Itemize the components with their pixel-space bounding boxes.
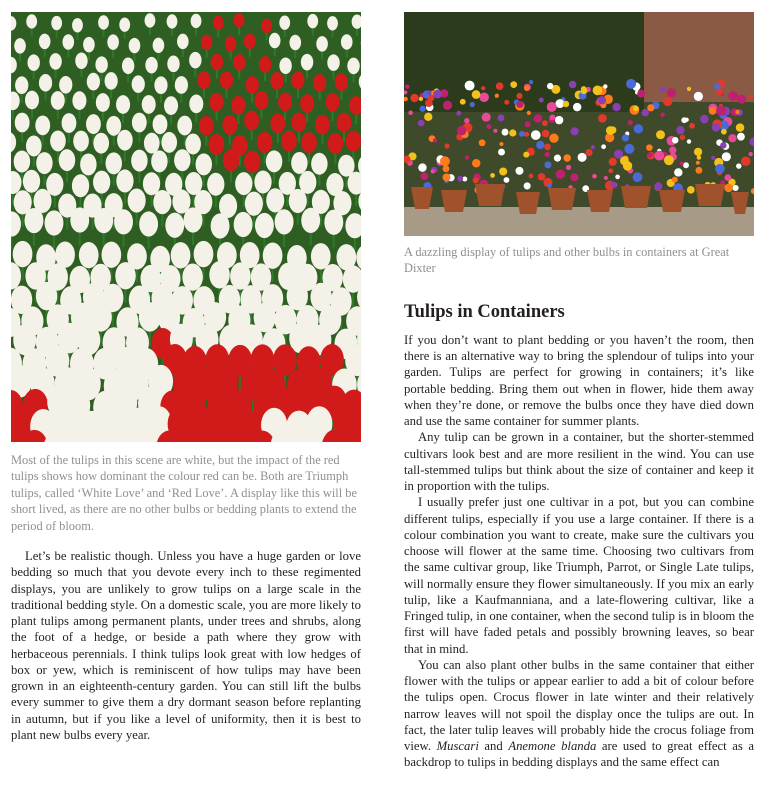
flower bbox=[672, 137, 679, 144]
flower bbox=[495, 94, 499, 98]
flower bbox=[418, 163, 426, 171]
flower bbox=[689, 123, 695, 129]
flower bbox=[672, 177, 678, 183]
flower bbox=[728, 134, 736, 142]
flower bbox=[749, 152, 753, 156]
tulip-field-photo bbox=[11, 12, 361, 442]
flower bbox=[482, 113, 491, 122]
flower bbox=[479, 139, 486, 146]
left-body-text bbox=[11, 548, 361, 743]
flower bbox=[654, 182, 662, 190]
flower bbox=[538, 173, 546, 181]
flower bbox=[440, 156, 450, 166]
paragraph-4-start: You can also plant other bulbs in the same container that either flower with the tulips or appear earlier to add a bit of colour before the tulips open. Crocus flower in late winter and their relatively narrow leaves will not spoil the display once the tulips are out. In fact, the later tulip leaves will probably hide the crocus foliage from view. bbox=[404, 657, 754, 754]
flower bbox=[405, 84, 410, 89]
flower bbox=[443, 165, 450, 172]
flower bbox=[525, 121, 531, 127]
flower bbox=[676, 126, 684, 134]
flower bbox=[634, 124, 643, 133]
flower bbox=[569, 81, 576, 88]
flower bbox=[598, 96, 606, 104]
flower bbox=[516, 101, 523, 108]
flower bbox=[633, 106, 639, 112]
flower bbox=[608, 168, 613, 173]
flower bbox=[547, 83, 553, 89]
flower bbox=[443, 173, 451, 181]
flower bbox=[509, 129, 516, 136]
flower bbox=[684, 118, 688, 122]
flower bbox=[654, 151, 664, 161]
flower bbox=[433, 138, 437, 142]
flower bbox=[464, 118, 469, 123]
flower bbox=[633, 172, 643, 182]
flower bbox=[628, 120, 633, 125]
flower bbox=[721, 129, 727, 135]
flower bbox=[420, 172, 428, 180]
flower bbox=[711, 156, 715, 160]
flower bbox=[457, 176, 463, 182]
flower bbox=[593, 85, 603, 95]
containers-image bbox=[404, 12, 754, 236]
flower bbox=[457, 126, 467, 136]
flower bbox=[554, 155, 561, 162]
right-photo-caption: A dazzling display of tulips and other bulbs in containers at Great Dixter bbox=[404, 245, 730, 276]
tulip-field-image bbox=[11, 12, 361, 442]
flower bbox=[465, 81, 475, 91]
flower bbox=[722, 152, 731, 161]
flower bbox=[536, 141, 544, 149]
flower bbox=[724, 184, 732, 192]
flower bbox=[408, 111, 413, 116]
flower bbox=[573, 103, 581, 111]
flower bbox=[647, 152, 652, 157]
flower bbox=[443, 101, 452, 110]
flower bbox=[496, 82, 504, 90]
flower bbox=[624, 144, 634, 154]
flower bbox=[687, 87, 691, 91]
flower bbox=[695, 167, 702, 174]
flower bbox=[667, 88, 676, 97]
flower bbox=[680, 161, 684, 165]
flower bbox=[709, 107, 717, 115]
flower bbox=[510, 81, 517, 88]
flower bbox=[547, 183, 552, 188]
flower bbox=[683, 162, 689, 168]
flower bbox=[674, 168, 682, 176]
flower bbox=[656, 130, 665, 139]
paragraph-3: I usually prefer just one cultivar in a pot, but you can combine different tulips, especially if you use a large container. If there is a colour combination you want to create, make sure the cultivars you choose will flower at the same time. Choosing two cultivars from the same cultivar group, like Triumph, Parrot, or Single Late tulips, will normally ensure they flower simultaneously. If you mix an early tulip, like a Kaufmanniana, and a late-flowering cultivar, like a Fringed tulip, in one container, when the second tulip is in bloom the first will have faded petals and possibly browning leaves, so bear that in mind. bbox=[404, 495, 754, 656]
flower bbox=[720, 142, 726, 148]
flower bbox=[419, 97, 423, 101]
flower bbox=[473, 177, 479, 183]
flower bbox=[424, 113, 432, 121]
flower bbox=[504, 100, 509, 105]
flower bbox=[736, 163, 741, 168]
flower bbox=[523, 152, 529, 158]
flower bbox=[612, 103, 620, 111]
flower bbox=[428, 95, 435, 102]
flower bbox=[735, 110, 739, 114]
flower bbox=[728, 91, 738, 101]
flower bbox=[586, 149, 593, 156]
flower bbox=[663, 97, 672, 106]
flower bbox=[490, 173, 495, 178]
flower bbox=[563, 154, 571, 162]
flower bbox=[486, 124, 491, 129]
flower bbox=[660, 112, 665, 117]
flower bbox=[646, 144, 653, 151]
flower bbox=[444, 143, 449, 148]
containers-photo bbox=[404, 12, 754, 236]
brick-wall bbox=[634, 12, 754, 102]
flower bbox=[566, 165, 571, 170]
flower bbox=[737, 95, 746, 104]
right-column bbox=[404, 12, 754, 771]
terracotta-pot bbox=[621, 186, 651, 208]
flower bbox=[470, 102, 475, 107]
flower bbox=[433, 90, 442, 99]
flower bbox=[712, 123, 720, 131]
flower bbox=[687, 139, 691, 143]
flower bbox=[527, 111, 531, 115]
flower bbox=[637, 90, 645, 98]
flower bbox=[694, 148, 702, 156]
flower bbox=[732, 185, 738, 191]
flower bbox=[418, 120, 425, 127]
flower bbox=[641, 109, 648, 116]
left-photo-caption: Most of the tulips in this scene are white, but the impact of the red tulips shows how dominant the colour red can be. Both are Triumph tulips, called ‘White Love’ and ‘Red Love’. A display like this will be short lived, as there are no other bulbs or bedding plants to extend the period of bloom. bbox=[11, 453, 357, 533]
flower bbox=[542, 120, 548, 126]
flower bbox=[524, 182, 531, 189]
flower bbox=[431, 169, 435, 173]
flower bbox=[529, 174, 534, 179]
flower bbox=[601, 144, 606, 149]
flower bbox=[542, 130, 550, 138]
flower bbox=[716, 106, 726, 116]
terracotta-pot bbox=[695, 184, 725, 206]
flower bbox=[626, 79, 636, 89]
flower bbox=[571, 127, 579, 135]
flower bbox=[748, 94, 752, 98]
flower bbox=[524, 86, 529, 91]
flower bbox=[460, 99, 466, 105]
flower bbox=[581, 86, 587, 92]
flower bbox=[604, 176, 608, 180]
terracotta-pot bbox=[441, 190, 467, 212]
flower bbox=[531, 130, 541, 140]
flower bbox=[497, 114, 504, 121]
flower bbox=[570, 173, 578, 181]
flower bbox=[622, 134, 629, 141]
right-body-text bbox=[404, 332, 754, 771]
flower bbox=[539, 97, 544, 102]
flower bbox=[515, 167, 523, 175]
flower bbox=[410, 94, 418, 102]
flower bbox=[609, 158, 617, 166]
flower bbox=[502, 129, 509, 136]
flower bbox=[456, 111, 461, 116]
flower bbox=[427, 90, 431, 94]
flower bbox=[737, 133, 745, 141]
flower bbox=[420, 106, 426, 112]
muscari-term: Muscari bbox=[436, 739, 479, 754]
flower bbox=[534, 114, 543, 123]
left-paragraph: Let’s be realistic though. Unless you have a huge garden or love bedding so much that you devote every inch to these regimented displays, you are unlikely to grow tulips on a large scale in the traditional bedding style. On a domestic scale, you are more likely to plant tulips among permanent plants, under trees and shrubs, along the foot of a hedge, or beside a path where they grow with herbaceous perennials. I think tulips look great with low hedges of box or yew, which is reminiscent of how tulips may have been grown in an eighteenth-century garden. You can still lift the bulbs every summer to give them a dry dormant season before replanting in autumn, but if you like a level of uniformity, then it is best to plant new bulbs every year. bbox=[11, 549, 361, 742]
flower bbox=[615, 175, 620, 180]
flower bbox=[547, 102, 557, 112]
flower bbox=[680, 135, 685, 140]
flower bbox=[499, 167, 507, 175]
terracotta-pot bbox=[548, 188, 576, 210]
flower bbox=[647, 104, 654, 111]
flower bbox=[610, 182, 616, 188]
anemone-term: Anemone blanda bbox=[508, 739, 597, 754]
flower bbox=[736, 123, 744, 131]
flower bbox=[555, 116, 563, 124]
flower bbox=[544, 161, 551, 168]
terracotta-pot bbox=[587, 190, 613, 212]
flower bbox=[592, 174, 597, 179]
flower bbox=[669, 147, 676, 154]
flower bbox=[529, 80, 533, 84]
section-heading: Tulips in Containers bbox=[404, 301, 565, 322]
left-column bbox=[11, 12, 361, 743]
flower bbox=[696, 161, 700, 165]
flower bbox=[472, 90, 481, 99]
flower bbox=[516, 93, 522, 99]
terracotta-pot bbox=[516, 192, 540, 214]
flower bbox=[724, 174, 731, 181]
flower bbox=[549, 134, 558, 143]
flower bbox=[578, 153, 587, 162]
flower bbox=[715, 164, 725, 174]
flower bbox=[664, 155, 674, 165]
flower bbox=[479, 92, 489, 102]
flower bbox=[472, 159, 480, 167]
paragraph-1: If you don’t want to plant bedding or you haven’t the room, then there is an alternative way to bring the splendour of tulips into your garden. Tulips are perfect for growing in containers; it’s like portable bedding. Bring them out when in flower, hide them away when they’re done, or remove the bulbs once they have died down and use the same container for summer plants. bbox=[404, 332, 754, 429]
flower bbox=[687, 186, 695, 194]
flower bbox=[660, 86, 666, 92]
flower bbox=[598, 114, 607, 123]
paragraph-2: Any tulip can be grown in a container, but the shorter-stemmed cultivars look best and are more resilient in the wind. You can use tall-stemmed tulips but think about the size of container and keep it in proportion with the tulips. bbox=[404, 430, 754, 494]
flower bbox=[481, 86, 485, 90]
flower bbox=[499, 142, 503, 146]
flower bbox=[550, 114, 556, 120]
flower bbox=[504, 177, 510, 183]
flower bbox=[465, 156, 469, 160]
flower bbox=[498, 149, 505, 156]
flower bbox=[493, 129, 497, 133]
flower bbox=[700, 115, 709, 124]
flower bbox=[563, 101, 570, 108]
flower bbox=[545, 152, 550, 157]
flower bbox=[741, 157, 751, 167]
flower bbox=[716, 88, 723, 95]
flower bbox=[697, 155, 701, 159]
flower bbox=[544, 143, 551, 150]
paragraph-4-and: and bbox=[478, 739, 509, 754]
flower bbox=[591, 145, 595, 149]
paragraph-4 bbox=[404, 657, 754, 771]
terracotta-pot bbox=[659, 190, 685, 212]
flower bbox=[694, 92, 703, 101]
terracotta-pot bbox=[475, 184, 505, 206]
flower bbox=[556, 170, 565, 179]
flower bbox=[603, 84, 607, 88]
flower bbox=[519, 131, 525, 137]
paragraph-4-end: are used to great effect as a backdrop to tulips in bedding displays and the same effect can bbox=[404, 739, 755, 770]
flower bbox=[609, 126, 616, 133]
flower bbox=[620, 156, 629, 165]
